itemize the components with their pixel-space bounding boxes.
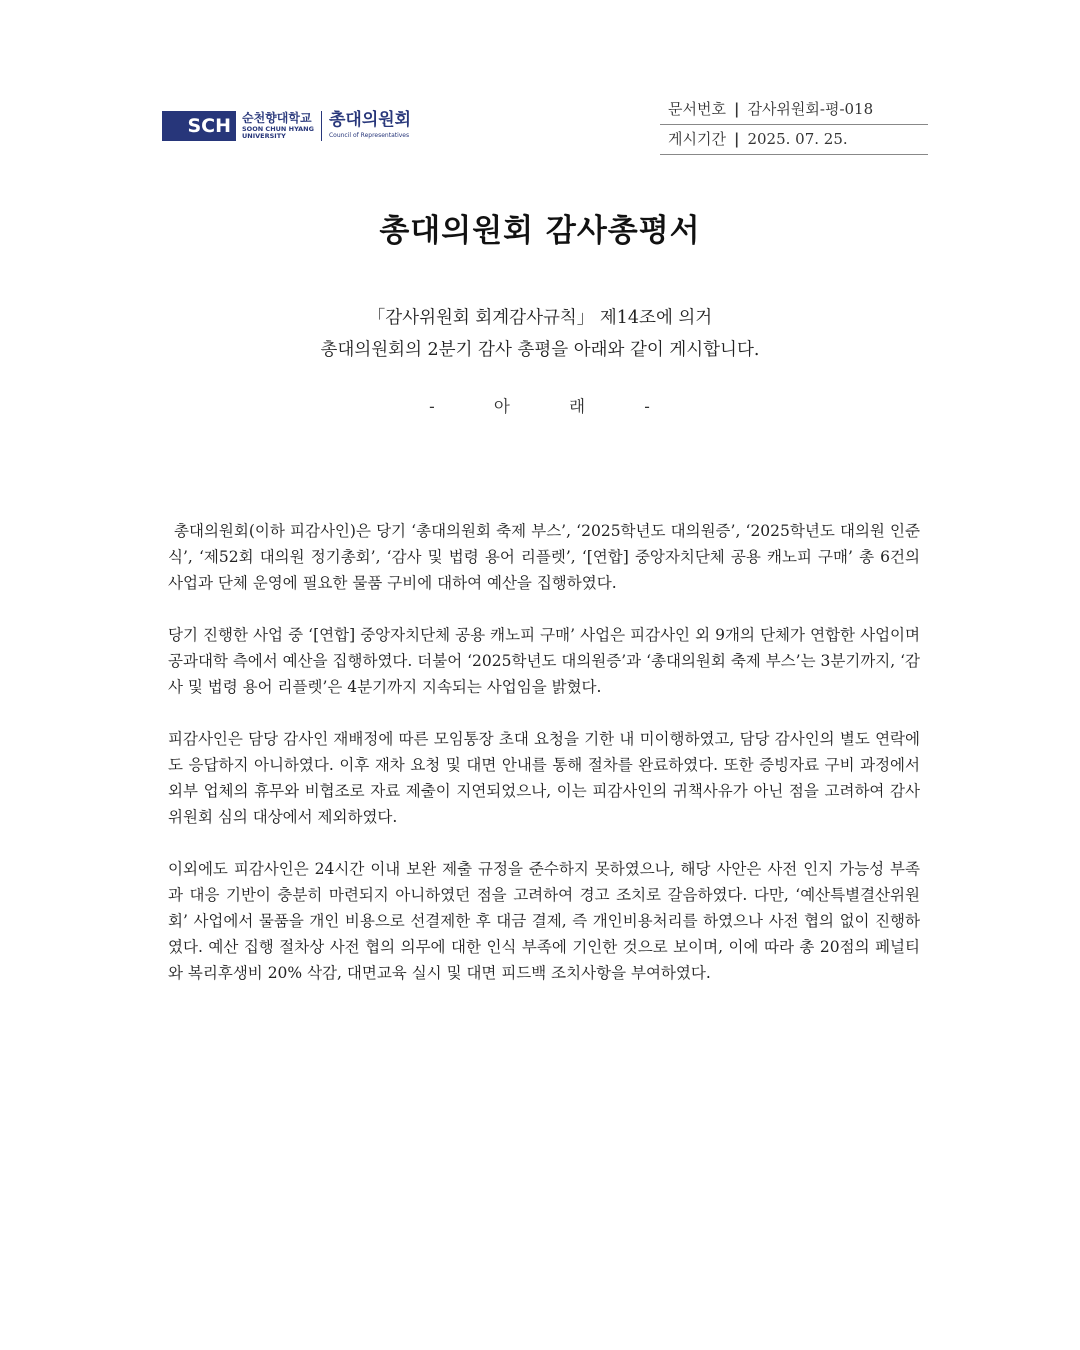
intro-line-1: 「감사위원회 회계감사규칙」 제14조에 의거 [367, 308, 713, 328]
document-number-row [660, 95, 928, 125]
council-name [329, 112, 411, 139]
posting-period-value: 2025. 07. 25. [747, 130, 848, 148]
posting-period-row [660, 125, 928, 155]
document-info [660, 95, 928, 155]
below-marker: - 아 래 - [429, 397, 651, 416]
council-logo [162, 106, 411, 146]
body-paragraph-1: 총대의원회(이하 피감사인)은 당기 ‘총대의원회 축제 부스’, ‘2025학년도 대의원증’, ‘2025학년도 대의원 인준식’, ‘제52회 대의원 정기총회’, ‘감사 및 법령 용어 리플렛’, ‘[연합] 중앙자치단체 공용 캐노피 구매’ 총 6건의 사업과 단체 운영에 필요한 물품 구비에 대하여 예산을 집행하였다. [168, 522, 920, 592]
university-name-en-1: SOON CHUN HYANG [242, 125, 314, 134]
university-name-en-2: UNIVERSITY [242, 132, 286, 141]
document-number-label: 문서번호 [668, 100, 726, 118]
intro-text [0, 302, 1080, 366]
university-name-kr: 순천향대학교 [242, 110, 312, 125]
posting-period-label: 게시기간 [668, 130, 726, 148]
sch-logo-mark [162, 111, 236, 141]
document-title: 총대의원회 감사총평서 [379, 213, 701, 249]
body-paragraph-4: 이외에도 피감사인은 24시간 이내 보완 제출 규정을 준수하지 못하였으나, 해당 사안은 사전 인지 가능성 부족과 대응 기반이 충분히 마련되지 아니하였던 점을 고려하여 경고 조치로 갈음하였다. 다만, ‘예산특별결산위원회’ 사업에서 물품을 개인 비용으로 선결제한 후 대금 결제, 즉 개인비용처리를 하였으나 사전 협의 없이 진행하였다. 예산 집행 절차상 사전 협의 의무에 대한 인식 부족에 기인한 것으로 보이며, 이에 따라 총 20점의 페널티와 복리후생비 20% 삭감, 대면교육 실시 및 대면 피드백 조치사항을 부여하였다. [168, 860, 920, 982]
intro-line-2: 총대의원회의 2분기 감사 총평을 아래와 같이 게시합니다. [320, 340, 760, 360]
logo-divider [321, 111, 322, 141]
council-name-en: Council of Representatives [328, 132, 410, 140]
university-name [242, 112, 314, 140]
separator: | [733, 130, 740, 148]
body-paragraph-2: 당기 진행한 사업 중 ‘[연합] 중앙자치단체 공용 캐노피 구매’ 사업은 피감사인 외 9개의 단체가 연합한 사업이며 공과대학 측에서 예산을 집행하였다. 더불어 ‘2025학년도 대의원증’과 ‘총대의원회 축제 부스’는 3분기까지, ‘감사 및 법령 용어 리플렛’은 4분기까지 지속되는 사업임을 밝혔다. [168, 626, 920, 696]
sch-logo-text: SCH [187, 115, 231, 137]
council-name-kr: 총대의원회 [328, 110, 412, 131]
body-paragraph-3: 피감사인은 담당 감사인 재배정에 따른 모임통장 초대 요청을 기한 내 미이행하였고, 담당 감사인의 별도 연락에도 응답하지 아니하였다. 이후 재차 요청 및 대면 안내를 통해 절차를 완료하였다. 또한 증빙자료 구비 과정에서 외부 업체의 휴무와 비협조로 자료 제출이 지연되었으나, 이는 피감사인의 귀책사유가 아닌 점을 고려하여 감사위원회 심의 대상에서 제외하였다. [168, 730, 920, 826]
document-body [168, 518, 920, 1012]
separator: | [733, 100, 740, 118]
document-number-value: 감사위원회-평-018 [747, 100, 874, 118]
